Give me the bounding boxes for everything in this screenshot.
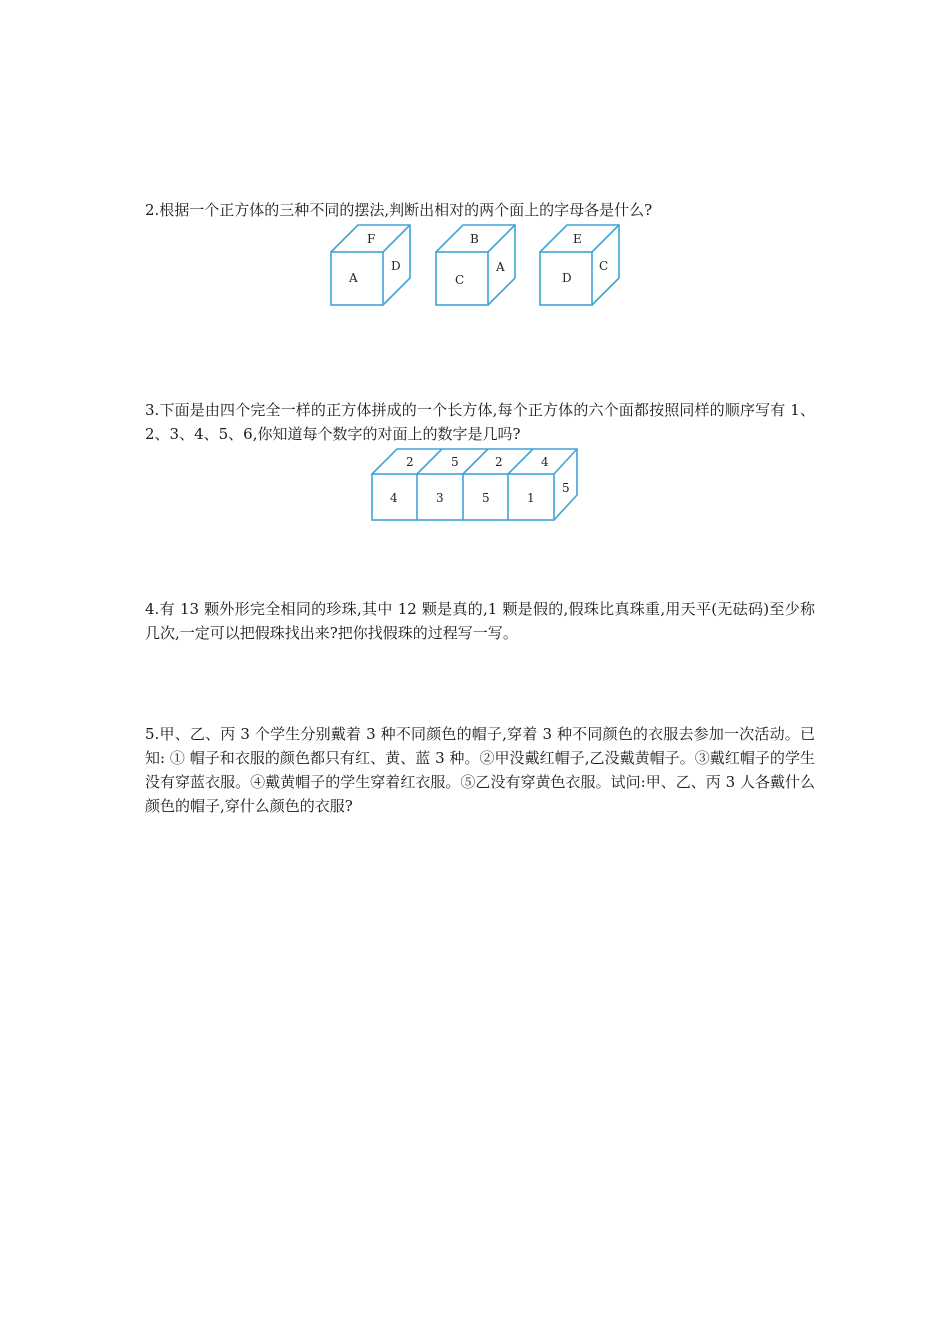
cube-3-right-label: C (599, 259, 609, 273)
top-face-label-1: 2 (406, 455, 414, 469)
question-5-text: 5.甲、乙、丙 3 个学生分别戴着 3 种不同颜色的帽子,穿着 3 种不同颜色的衣服去参加一次活动。已知: ① 帽子和衣服的颜色都只有红、黄、蓝 3 种。②甲没戴红帽子,乙没戴黄帽子。③戴红帽子的学生没有穿蓝衣服。④戴黄帽子的学生穿着红衣服。⑤乙没有穿黄色衣服。试问:甲、乙、丙 3 人各戴什么颜色的帽子,穿什么颜色的衣服? (145, 725, 815, 815)
question-2-text: 2.根据一个正方体的三种不同的摆法,判断出相对的两个面上的字母各是什么? (145, 201, 653, 219)
top-face-label-3: 2 (495, 455, 503, 469)
cube-view-3 (540, 225, 619, 305)
cube-2-right-label: A (496, 260, 505, 274)
cuboid-figure (365, 440, 585, 526)
cube-1-front-label: A (349, 271, 358, 285)
question-3-text: 3.下面是由四个完全一样的正方体拼成的一个长方体,每个正方体的六个面都按照同样的顺序写有 1、2、3、4、5、6,你知道每个数字的对面上的数字是几吗? (145, 401, 815, 443)
cube-3-front-label: D (562, 271, 572, 285)
right-face-label: 5 (562, 481, 570, 495)
cube-1-right-label: D (391, 259, 401, 273)
cube-2-top-label: B (470, 232, 479, 246)
cube-1-top-label: F (367, 232, 376, 246)
front-face-label-4: 1 (527, 491, 535, 505)
front-face-label-2: 3 (436, 491, 444, 505)
cube-view-1 (331, 225, 410, 305)
cube-view-2 (436, 225, 515, 305)
question-4-text: 4.有 13 颗外形完全相同的珍珠,其中 12 颗是真的,1 颗是假的,假珠比真珠重,用天平(无砝码)至少称几次,一定可以把假珠找出来?把你找假珠的过程写一写。 (145, 600, 815, 642)
top-face-label-4: 4 (541, 455, 549, 469)
front-face-label-1: 4 (390, 491, 398, 505)
cube-views-figure (320, 220, 630, 312)
front-face-label-3: 5 (482, 491, 490, 505)
cube-3-top-label: E (573, 232, 582, 246)
top-face-label-2: 5 (451, 455, 459, 469)
cube-2-front-label: C (455, 273, 465, 287)
